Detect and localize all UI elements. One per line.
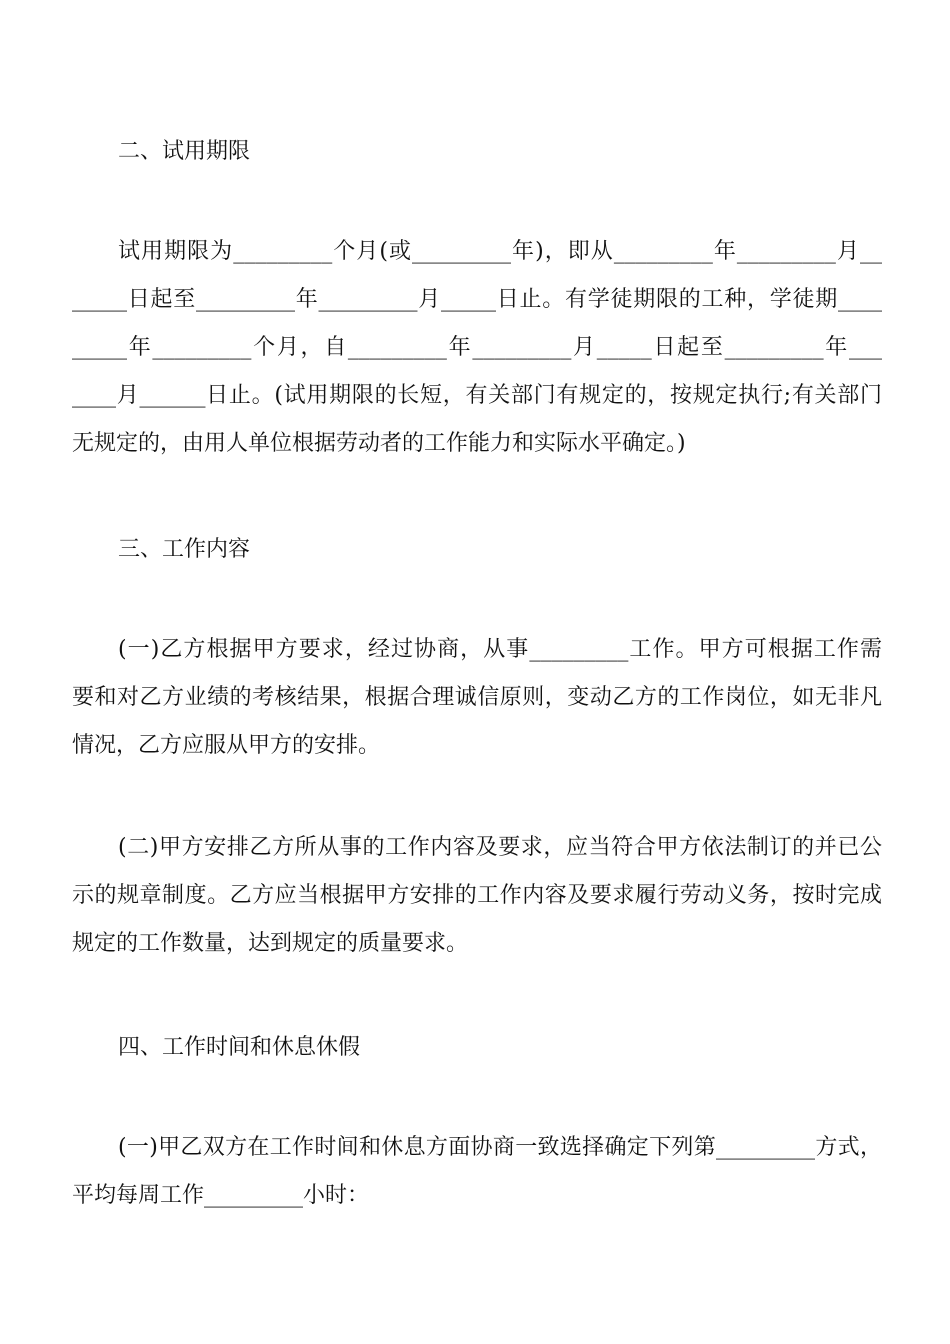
- paragraph-line: 平均每周工作_________小时：: [72, 1183, 370, 1208]
- paragraph-line: _____年_________个月，自_________年_________月_____日起至_________年___: [72, 335, 882, 360]
- paragraph-line: 无规定的，由用人单位根据劳动者的工作能力和实际水平确定。): [72, 431, 686, 456]
- section-heading-probation: 二、试用期限: [118, 139, 251, 164]
- paragraph-line: 要和对乙方业绩的考核结果，根据合理诚信原则，变动乙方的工作岗位，如无非凡: [72, 685, 882, 710]
- paragraph-line: 试用期限为_________个月(或_________年)，即从_________年_________月__: [118, 239, 882, 264]
- paragraph-work-content-1: [72, 626, 882, 770]
- paragraph-line: (一)甲乙双方在工作时间和休息方面协商一致选择确定下列第_________方式，: [118, 1135, 882, 1160]
- paragraph-line: 情况，乙方应服从甲方的安排。: [72, 733, 381, 758]
- paragraph-line: _____日起至_________年_________月_____日止。有学徒期限的工种，学徒期____: [72, 287, 882, 312]
- paragraph-working-hours: [72, 1124, 882, 1220]
- section-heading-work-content: 三、工作内容: [118, 537, 251, 562]
- paragraph-line: 示的规章制度。乙方应当根据甲方安排的工作内容及要求履行劳动义务，按时完成: [72, 883, 882, 908]
- paragraph-line: (一)乙方根据甲方要求，经过协商，从事_________工作。甲方可根据工作需: [118, 637, 882, 662]
- paragraph-probation: [72, 228, 882, 468]
- paragraph-line: 规定的工作数量，达到规定的质量要求。: [72, 931, 469, 956]
- paragraph-line: (二)甲方安排乙方所从事的工作内容及要求，应当符合甲方依法制订的并已公: [118, 835, 882, 860]
- section-heading-working-hours: 四、工作时间和休息休假: [118, 1035, 361, 1060]
- paragraph-work-content-2: [72, 824, 882, 968]
- paragraph-line: ____月______日止。(试用期限的长短，有关部门有规定的，按规定执行;有关部门: [72, 383, 882, 408]
